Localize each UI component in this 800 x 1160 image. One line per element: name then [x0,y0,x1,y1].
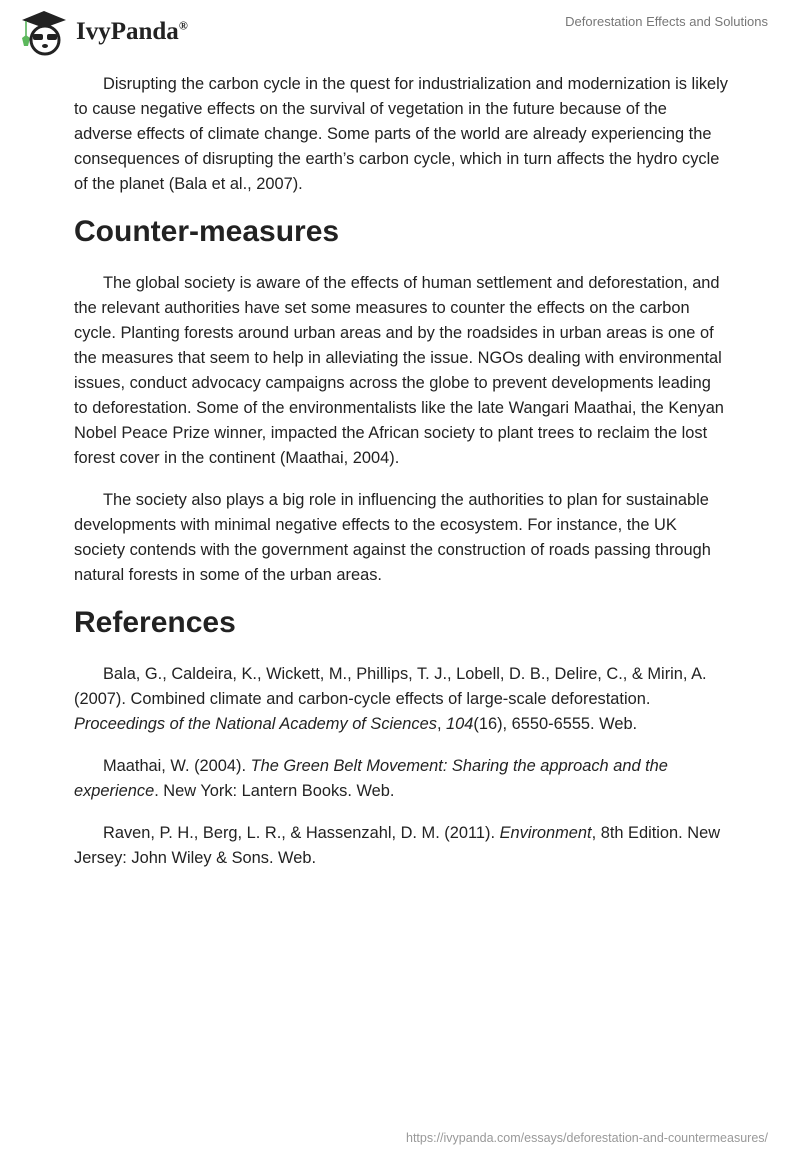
reference-item [74,821,728,871]
ref-text: Bala, G., Caldeira, K., Wickett, M., Phillips, T. J., Lobell, D. B., Delire, C., & Mirin, A. (2007). Combined climate and carbon-cycle effects of large-scale deforestation. [74,665,707,708]
heading-references: References [74,606,236,639]
ref-text: , 8th Edition. New Jersey: John Wiley & Sons. Web. [74,824,721,867]
logo-text: IvyPanda [76,18,179,45]
panda-graduate-icon [18,8,70,56]
paragraph: The society also plays a big role in influencing the authorities to plan for sustainable developments with minimal negative effects to the ecosystem. For instance, the UK society contends with the government against the construction of roads passing through natural forests in some of the urban areas. [74,491,711,584]
ref-title: Environment [499,824,592,842]
ref-text: (16), 6550-6555. Web. [473,715,638,733]
source-url-link[interactable]: https://ivypanda.com/essays/deforestation-and-countermeasures/ [406,1131,768,1145]
document-title: Deforestation Effects and Solutions [565,14,768,29]
ivypanda-logo[interactable] [18,8,188,56]
ref-volume: 104 [446,715,474,733]
heading-counter-measures: Counter-measures [74,215,340,248]
essay-content [74,72,728,888]
ref-text: Raven, P. H., Berg, L. R., & Hassenzahl, D. M. (2011). [103,824,500,842]
ref-text: , [436,715,447,733]
ref-journal: Proceedings of the National Academy of Sciences [74,715,437,733]
intro-paragraph: Disrupting the carbon cycle in the quest for industrialization and modernization is likely to cause negative effects on the survival of vegetation in the future because of the adverse effects of climate change. Some parts of the world are already experiencing the consequences of disrupting the earth’s carbon cycle, which in turn affects the hydro cycle of the planet (Bala et al., 2007). [74,75,728,193]
reference-item [74,754,728,804]
ref-text: . New York: Lantern Books. Web. [154,782,395,800]
registered-mark: ® [178,18,188,33]
reference-item [74,662,728,737]
paragraph: The global society is aware of the effects of human settlement and deforestation, and the relevant authorities have set some measures to counter the effects on the carbon cycle. Planting forests around urban areas and by the roadsides in urban areas is one of the measures that seem to help in alleviating the issue. NGOs dealing with environmental issues, conduct advocacy campaigns across the globe to prevent developments leading to deforestation. Some of the environmentalists like the late Wangari Maathai, the Kenyan Nobel Peace Prize winner, impacted the African society to plant trees to reclaim the lost forest cover in the continent (Maathai, 2004). [74,274,724,467]
ref-text: Maathai, W. (2004). [103,757,251,775]
ref-title: The Green Belt Movement: Sharing the approach and the experience [74,757,668,800]
